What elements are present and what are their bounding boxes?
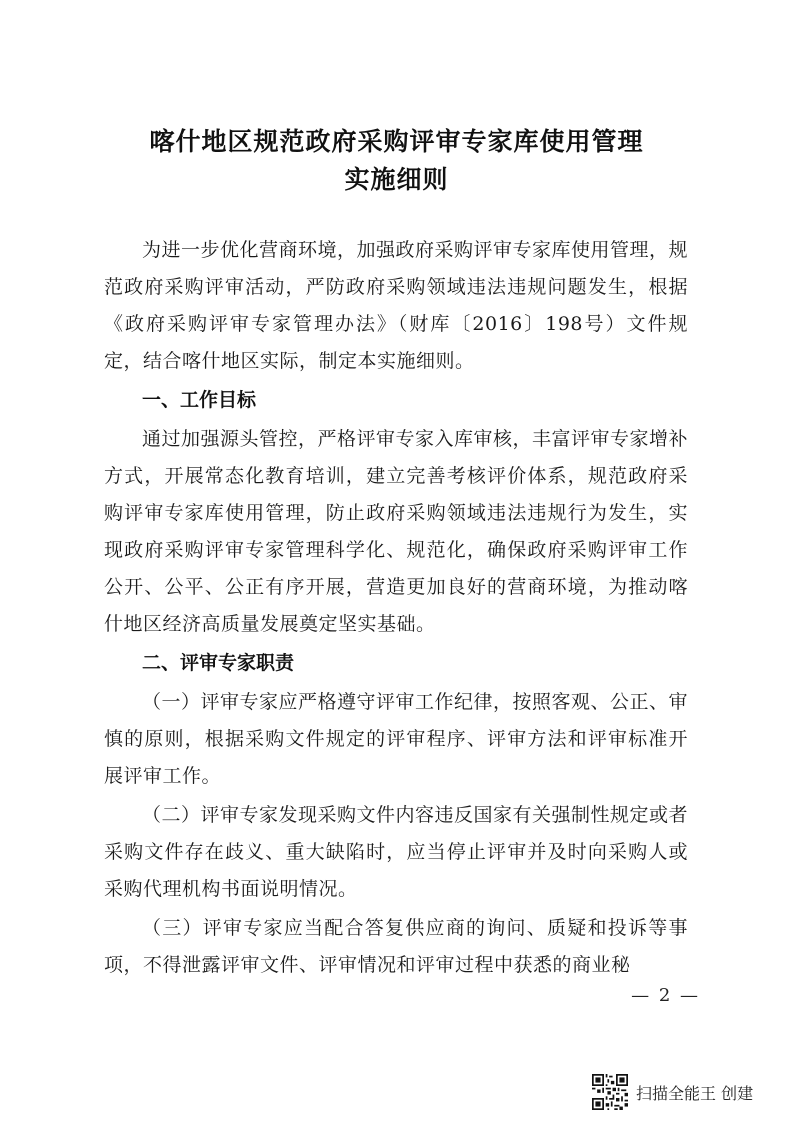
- scanner-watermark: [592, 1073, 753, 1111]
- document-title-line-1: 喀什地区规范政府采购评审专家库使用管理: [149, 127, 644, 156]
- paragraph-duty-1: （一）评审专家应严格遵守评审工作纪律，按照客观、公正、审慎的原则，根据采购文件规定的评审程序、评审方法和评审标准开展评审工作。: [104, 691, 689, 787]
- document-title-line-2: 实施细则: [344, 165, 449, 194]
- paragraph-work-goals: 通过加强源头管控，严格评审专家入库审核，丰富评审专家增补方式，开展常态化教育培训，建立完善考核评价体系，规范政府采购评审专家库使用管理，防止政府采购领域违法违规行为发生，实现政府采购评审专家管理科学化、规范化，确保政府采购评审工作公开、公平、公正有序开展，营造更加良好的营商环境，为推动喀什地区经济高质量发展奠定坚实基础。: [104, 428, 689, 635]
- qr-code-icon: [592, 1074, 628, 1110]
- watermark-text: 扫描全能王 创建: [636, 1083, 754, 1103]
- page-number: — 2 —: [631, 985, 700, 1006]
- paragraph-intro: 为进一步优化营商环境，加强政府采购评审专家库使用管理，规范政府采购评审活动，严防政府采购领域违法违规问题发生，根据《政府采购评审专家管理办法》（财库〔2016〕198号）文件规定，结合喀什地区实际，制定本实施细则。: [104, 239, 689, 372]
- section-heading-expert-duties: 二、评审专家职责: [142, 652, 295, 674]
- section-heading-work-goals: 一、工作目标: [142, 389, 257, 411]
- paragraph-duty-2: （二）评审专家发现采购文件内容违反国家有关强制性规定或者采购文件存在歧义、重大缺陷时，应当停止评审并及时向采购人或采购代理机构书面说明情况。: [104, 804, 689, 900]
- document-body: [104, 232, 688, 986]
- paragraph-duty-3: （三）评审专家应当配合答复供应商的询问、质疑和投诉等事项，不得泄露评审文件、评审情况和评审过程中获悉的商业秘: [104, 917, 688, 976]
